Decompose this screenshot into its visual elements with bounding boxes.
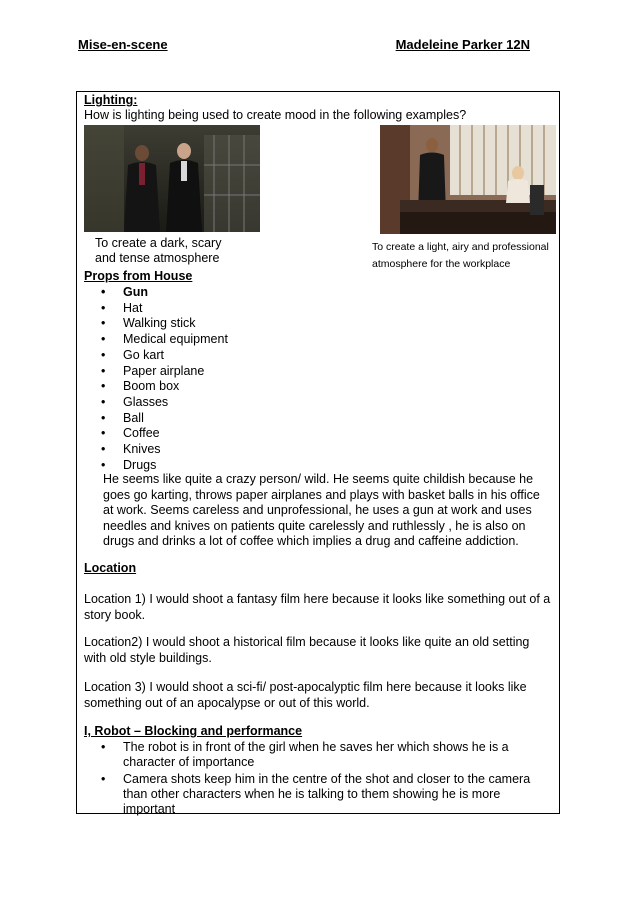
list-item: • Drugs <box>101 458 228 474</box>
lighting-heading: Lighting: <box>84 93 138 107</box>
list-item: • Gun <box>101 285 228 301</box>
robot-heading: I, Robot – Blocking and performance <box>84 724 303 738</box>
content-box <box>76 91 560 814</box>
list-item: • Glasses <box>101 395 228 411</box>
location-heading: Location <box>84 561 137 575</box>
list-item: • Go kart <box>101 348 228 364</box>
list-item: • Hat <box>101 301 228 317</box>
list-item: • Paper airplane <box>101 364 228 380</box>
props-list <box>101 285 228 473</box>
dark-caption-line-1: To create a dark, scary <box>95 236 222 250</box>
location-3-text: Location 3) I would shoot a sci-fi/ post-apocalyptic film here because it looks like something out of an apocalypse or out of this world. <box>84 680 527 710</box>
list-item: • Walking stick <box>101 316 228 332</box>
office-scene-image <box>380 125 556 234</box>
location-2-text: Location2) I would shoot a historical film because it looks like quite an old setting with old style buildings. <box>84 635 530 665</box>
list-item: • Medical equipment <box>101 332 228 348</box>
list-item: • The robot is in front of the girl when he saves her which shows he is a character of importance <box>101 740 541 770</box>
list-item: • Boom box <box>101 379 228 395</box>
list-item: • Ball <box>101 411 228 427</box>
author-name: Madeleine Parker 12N <box>395 37 530 52</box>
robot-list <box>101 740 541 819</box>
list-item: • Knives <box>101 442 228 458</box>
props-heading: Props from House <box>84 269 193 283</box>
document-title: Mise-en-scene <box>78 37 168 52</box>
dark-scene-image <box>84 125 260 232</box>
props-description: He seems like quite a crazy person/ wild. He seems quite childish because he goes go karting, throws paper airplanes and plays with basket balls in his office at work. Seems careless and unprofessional, he uses a gun at work and uses needles and knives on patients quite carelessly and ruthlessly , he is also on drugs and drinks a lot of coffee which implies a drug and caffeine addiction. <box>103 472 540 548</box>
dark-caption-line-2: and tense atmosphere <box>95 251 220 265</box>
lighting-question: How is lighting being used to create mood in the following examples? <box>84 108 467 122</box>
list-item: • Camera shots keep him in the centre of the shot and closer to the camera than other characters when he is talking to them showing he is more important <box>101 772 541 817</box>
office-caption-line-2: atmosphere for the workplace <box>372 258 511 270</box>
office-caption-line-1: To create a light, airy and professional <box>372 241 549 253</box>
list-item: • Coffee <box>101 426 228 442</box>
location-1-text: Location 1) I would shoot a fantasy film here because it looks like something out of a story book. <box>84 592 551 622</box>
